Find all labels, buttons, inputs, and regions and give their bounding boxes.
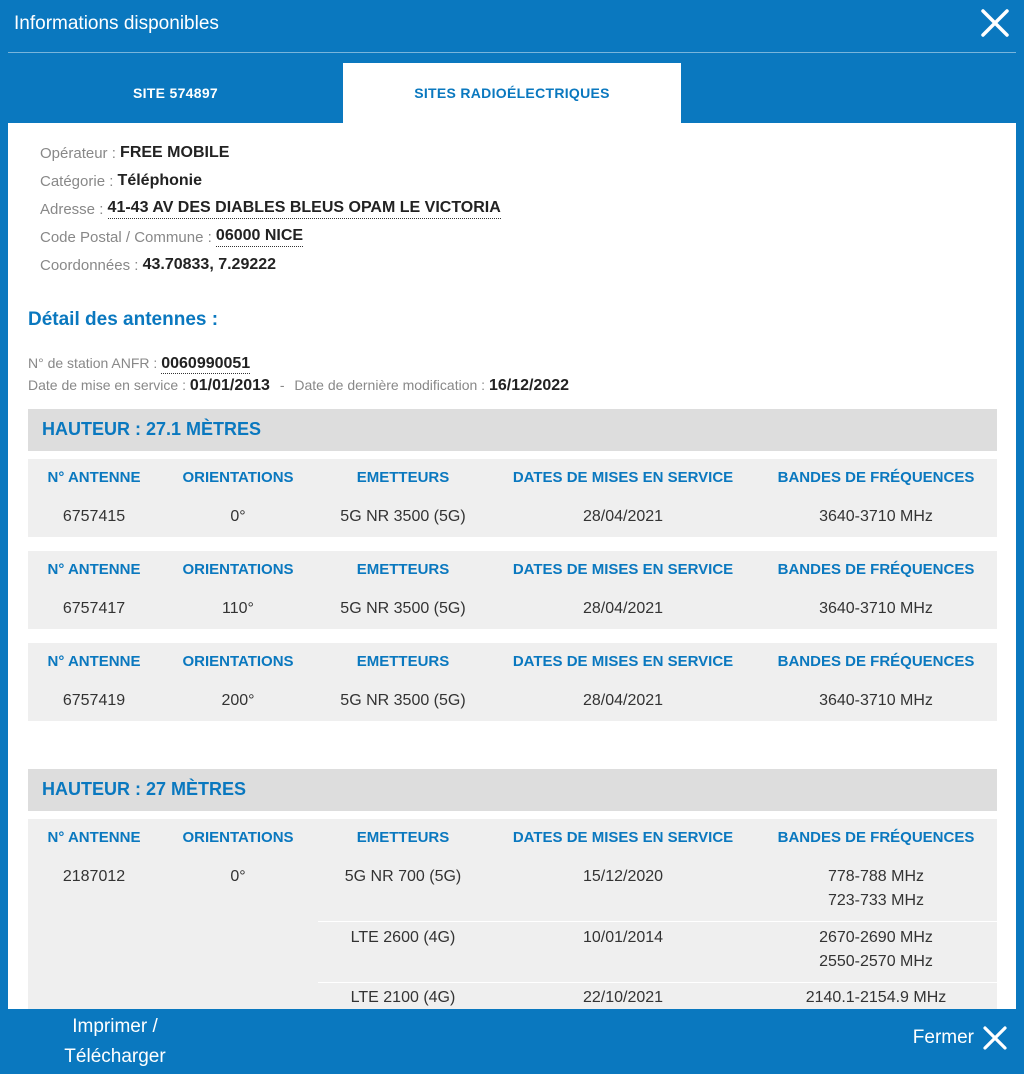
operateur-row [40, 139, 501, 167]
modal-footer [0, 1009, 1024, 1074]
antenna-bande: 2550-2570 MHz [819, 953, 933, 970]
tab-sites-radioelectriques[interactable]: SITES RADIOÉLECTRIQUES [343, 63, 681, 123]
modal-header [0, 0, 1024, 52]
cp-row [40, 223, 501, 251]
antenna-orientation: 0° [230, 508, 246, 525]
antenna-orientation: 110° [222, 600, 254, 617]
antenna-emetteur: 5G NR 3500 (5G) [340, 600, 466, 617]
close-label: Fermer [912, 1027, 974, 1048]
group-header-27-1 [28, 409, 997, 451]
col-emetteurs-header: EMETTEURS [356, 469, 450, 486]
emitter-divider [318, 921, 997, 922]
antenna-number: 6757419 [62, 692, 126, 709]
antenna-block [28, 551, 997, 629]
close-icon[interactable] [980, 8, 1010, 38]
antenna-date: 15/12/2020 [582, 868, 664, 885]
antenna-orientation: 200° [221, 692, 255, 709]
coords-row [40, 251, 501, 279]
col-orientations-header: ORIENTATIONS [182, 561, 294, 578]
col-antenne-header: N° ANTENNE [47, 653, 141, 670]
antenna-bande: 723-733 MHz [827, 892, 925, 909]
adresse-link[interactable]: 41-43 AV DES DIABLES BLEUS OPAM LE VICTORIA [108, 199, 501, 219]
col-antenne-header: N° ANTENNE [47, 561, 141, 578]
antenna-date: 28/04/2021 [582, 600, 664, 617]
col-dates-header: DATES DE MISES EN SERVICE [512, 561, 734, 578]
antenna-number: 2187012 [62, 868, 126, 885]
mise-value: 01/01/2013 [189, 377, 270, 394]
group-title: HAUTEUR : 27 MÈTRES [42, 779, 247, 799]
station-info [28, 355, 569, 395]
dates-row [28, 377, 569, 395]
col-bandes-header: BANDES DE FRÉQUENCES [777, 561, 975, 578]
antenna-date: 22/10/2021 [582, 989, 664, 1006]
group-title: HAUTEUR : 27.1 MÈTRES [42, 419, 262, 439]
col-orientations-header: ORIENTATIONS [182, 469, 294, 486]
col-bandes-header: BANDES DE FRÉQUENCES [777, 469, 975, 486]
dates-separator: - [279, 377, 285, 393]
col-orientations-header: ORIENTATIONS [182, 829, 294, 846]
close-button[interactable] [913, 1025, 1008, 1051]
antenna-date: 28/04/2021 [582, 508, 664, 525]
antenna-emetteur: 5G NR 3500 (5G) [340, 692, 466, 709]
adresse-row [40, 195, 501, 223]
antenna-bande: 2670-2690 MHz [819, 929, 933, 946]
cp-link[interactable]: 06000 NICE [216, 227, 303, 247]
header-divider [8, 52, 1016, 53]
col-dates-header: DATES DE MISES EN SERVICE [512, 829, 734, 846]
antenna-number: 6757415 [62, 508, 126, 525]
modif-label: Date de dernière modification : [294, 377, 486, 393]
antenna-block [28, 459, 997, 537]
antenna-bande: 3640-3710 MHz [819, 600, 933, 617]
cp-label: Code Postal / Commune : [40, 228, 212, 246]
anfr-row [28, 355, 569, 373]
col-antenne-header: N° ANTENNE [47, 469, 141, 486]
close-icon [982, 1025, 1008, 1051]
antenna-bande: 778-788 MHz [827, 868, 925, 885]
anfr-label: N° de station ANFR : [28, 355, 158, 371]
col-emetteurs-header: EMETTEURS [356, 829, 450, 846]
col-antenne-header: N° ANTENNE [47, 829, 141, 846]
col-dates-header: DATES DE MISES EN SERVICE [512, 469, 734, 486]
tab-site[interactable]: SITE 574897 [132, 85, 219, 101]
coords-label: Coordonnées : [40, 256, 139, 274]
antenna-emetteur: 5G NR 3500 (5G) [340, 508, 466, 525]
antenna-orientation: 0° [230, 868, 246, 885]
col-orientations-header: ORIENTATIONS [182, 653, 294, 670]
mise-label: Date de mise en service : [28, 377, 186, 393]
antenna-date: 28/04/2021 [582, 692, 664, 709]
antenna-emetteur: LTE 2600 (4G) [350, 929, 456, 946]
print-label: Imprimer / [72, 1016, 158, 1037]
antenna-number: 6757417 [62, 600, 126, 617]
antenna-bande: 2140.1-2154.9 MHz [805, 989, 947, 1006]
categorie-value: Téléphonie [117, 172, 202, 189]
antenna-emetteur: LTE 2100 (4G) [350, 989, 456, 1006]
content-panel [8, 123, 1016, 1009]
col-bandes-header: BANDES DE FRÉQUENCES [777, 829, 975, 846]
download-label: Télécharger [64, 1046, 166, 1067]
group-header-27 [28, 769, 997, 811]
antenna-date: 10/01/2014 [582, 929, 664, 946]
antenna-bande: 3640-3710 MHz [819, 692, 933, 709]
col-dates-header: DATES DE MISES EN SERVICE [512, 653, 734, 670]
emitter-divider [318, 982, 997, 983]
modif-value: 16/12/2022 [488, 377, 570, 394]
tab-bar [8, 63, 1016, 123]
col-bandes-header: BANDES DE FRÉQUENCES [777, 653, 975, 670]
details-title: Détail des antennes : [28, 309, 219, 330]
antenna-emetteur: 5G NR 700 (5G) [344, 868, 462, 885]
col-emetteurs-header: EMETTEURS [356, 653, 450, 670]
operateur-label: Opérateur : [40, 144, 116, 162]
adresse-label: Adresse : [40, 200, 104, 218]
categorie-row [40, 167, 501, 195]
antenna-block [28, 643, 997, 721]
categorie-label: Catégorie : [40, 172, 114, 190]
anfr-link[interactable]: 0060990051 [161, 355, 251, 372]
modal-title: Informations disponibles [14, 13, 219, 34]
operateur-value: FREE MOBILE [120, 144, 230, 161]
coords-value: 43.70833, 7.29222 [142, 256, 277, 273]
antenna-bande: 3640-3710 MHz [819, 508, 933, 525]
print-download-button[interactable] [40, 1012, 190, 1072]
antenna-block [28, 819, 997, 1009]
col-emetteurs-header: EMETTEURS [356, 561, 450, 578]
site-info [40, 139, 501, 279]
